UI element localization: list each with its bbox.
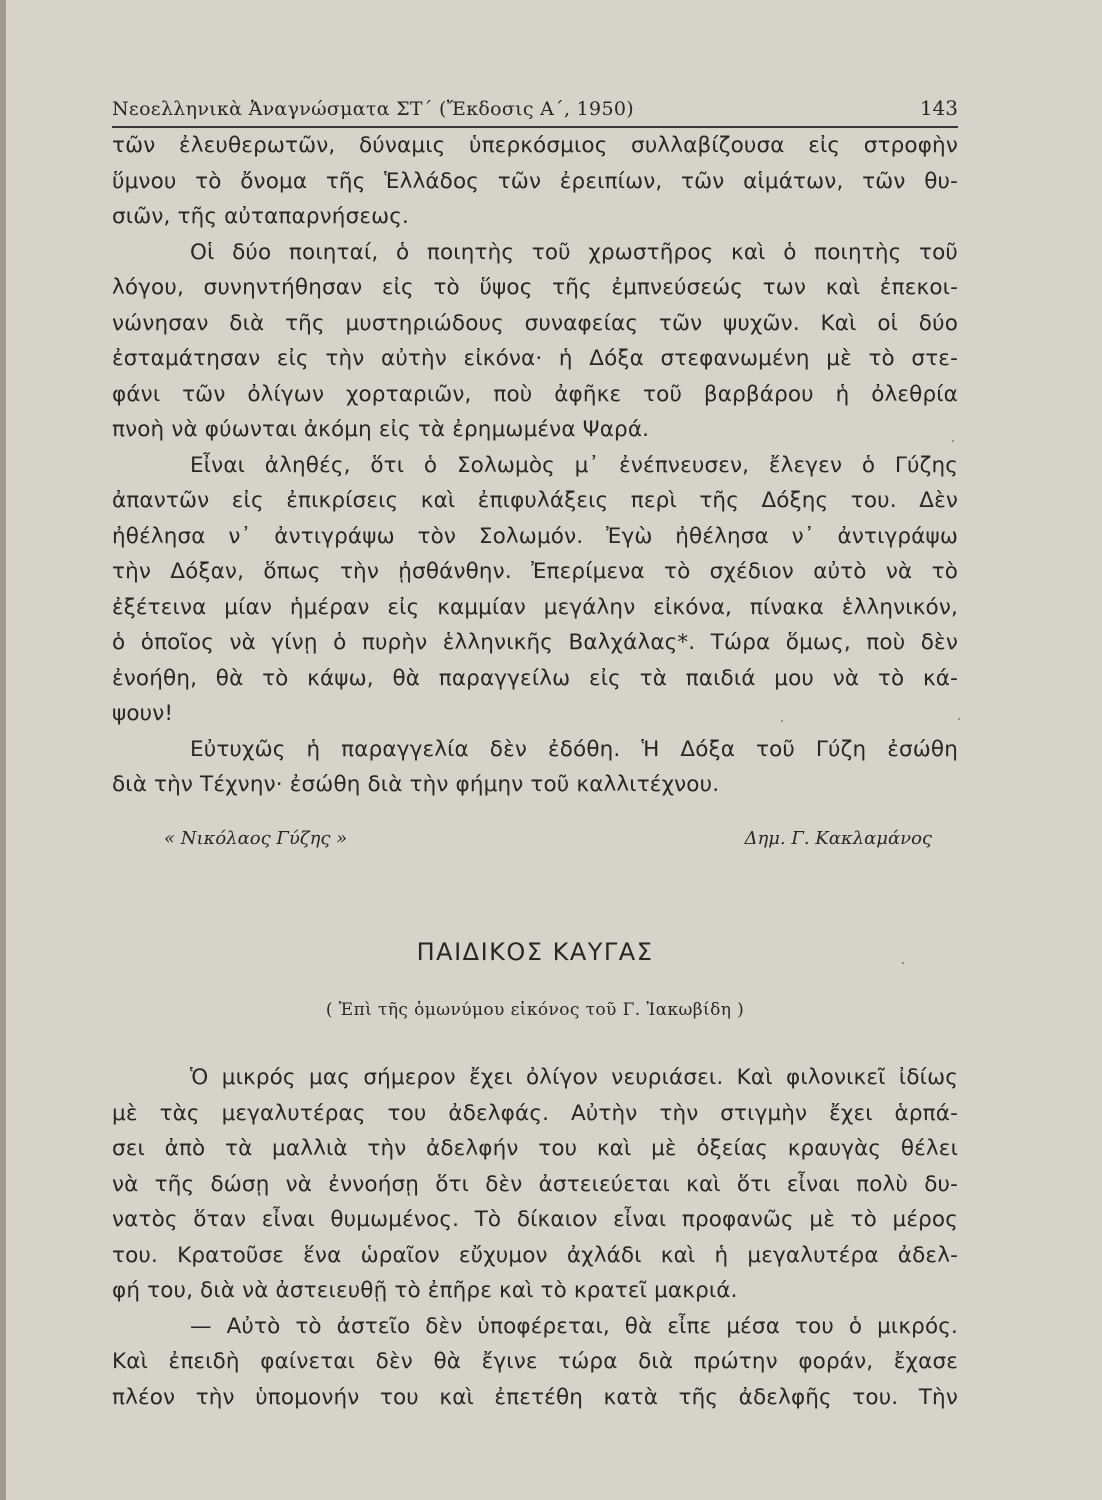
text-line: λόγου, συνηντήθησαν εἰς τὸ ὕψος τῆς ἐμπνεύσεώς των καὶ ἐπεκοι- [112, 275, 958, 300]
text-line: Καὶ ἐπειδὴ φαίνεται δὲν θὰ ἔγινε τώρα διὰ πρώτην φοράν, ἔχασε [112, 1349, 958, 1374]
text-line: ἐσταμάτησαν εἰς τὴν αὐτὴν εἰκόνα· ἡ Δόξα στεφανωμένη μὲ τὸ στε- [112, 346, 958, 371]
text-line: — Αὐτὸ τὸ ἀστεῖο δὲν ὑποφέρεται, θὰ εἶπε μέσα του ὁ μικρός. [190, 1313, 958, 1339]
running-header [112, 96, 958, 128]
text-line: πνοὴ νὰ φύωνται ἀκόμη εἰς τὰ ἐρημωμένα Ψαρά. [112, 417, 650, 442]
source-author: Δημ. Γ. Κακλαμάνος [744, 828, 932, 849]
text-line: Εὐτυχῶς ἡ παραγγελία δὲν ἐδόθη. Ἡ Δόξα τοῦ Γύζη ἐσώθη [190, 736, 958, 762]
running-header-title: Νεοελληνικὰ Ἀναγνώσματα ΣΤ΄ (Ἔκδοσις Α΄, 1950) [112, 98, 634, 120]
text-line: ψουν! [112, 701, 174, 726]
section-title: ΠΑΙΔΙΚΟΣ ΚΑΥΓΑΣ [416, 938, 654, 966]
text-line: ἐξέτεινα μίαν ἡμέραν εἰς καμμίαν μεγάλην εἰκόνα, πίνακα ἑλληνικόν, [112, 594, 958, 620]
text-line: τῶν ἐλευθερωτῶν, δύναμις ὑπερκόσμιος συλλαβίζουσα εἰς στροφὴν [112, 133, 958, 158]
text-line: νατὸς ὅταν εἶναι θυμωμένος. Τὸ δίκαιον εἶναι προφανῶς μὲ τὸ μέρος [112, 1207, 958, 1232]
text-line: ἀπαντῶν εἰς ἐπικρίσεις καὶ ἐπιφυλάξεις περὶ τῆς Δόξης του. Δὲν [112, 488, 958, 513]
attribution [112, 828, 932, 858]
text-line: Οἱ δύο ποιηταί, ὁ ποιητὴς τοῦ χρωστῆρος καὶ ὁ ποιητὴς τοῦ [190, 239, 958, 265]
text-line: φάνι τῶν ὀλίγων χορταριῶν, ποὺ ἀφῆκε τοῦ βαρβάρου ἡ ὀλεθρία [112, 381, 958, 407]
text-line: Ὁ μικρός μας σήμερον ἔχει ὀλίγον νευριάσει. Καὶ φιλονικεῖ ἰδίως [190, 1065, 958, 1090]
text-line: του. Κρατοῦσε ἕνα ὡραῖον εὔχυμον ἀχλάδι καὶ ἡ μεγαλυτέρα ἀδελ- [112, 1242, 958, 1268]
text-line: Εἶναι ἀληθές, ὅτι ὁ Σολωμὸς μ᾿ ἐνέπνευσεν, ἔλεγεν ὁ Γύζης [190, 452, 958, 478]
passage-gyzis [112, 128, 958, 803]
text-line: πλέον τὴν ὑπομονήν του καὶ ἐπετέθη κατὰ τῆς ἀδελφῆς του. Τὴν [112, 1384, 958, 1410]
text-line: ἠθέλησα ν᾿ ἀντιγράψω τὸν Σολωμόν. Ἐγὼ ἠθέλησα ν᾿ ἀντιγράψω [112, 523, 958, 549]
text-line: νώνησαν διὰ τῆς μυστηριώδους συναφείας τῶν ψυχῶν. Καὶ οἱ δύο [112, 310, 958, 336]
text-line: φή του, διὰ νὰ ἀστειευθῇ τὸ ἐπῆρε καὶ τὸ κρατεῖ μακριά. [112, 1278, 738, 1303]
text-line: ἐνοήθη, θὰ τὸ κάψω, θὰ παραγγείλω εἰς τὰ παιδιά μου νὰ τὸ κά- [112, 665, 958, 691]
text-line: σει ἀπὸ τὰ μαλλιὰ τὴν ἀδελφήν του καὶ μὲ ὀξείας κραυγὰς θέλει [112, 1136, 958, 1161]
text-line: ὕμνου τὸ ὄνομα τῆς Ἑλλάδος τῶν ἐρειπίων, τῶν αἱμάτων, τῶν θυ- [112, 168, 958, 194]
text-line: τὴν Δόξαν, ὅπως τὴν ᾐσθάνθην. Ἐπερίμενα τὸ σχέδιον αὐτὸ νὰ τὸ [112, 559, 958, 584]
text-line: σιῶν, τῆς αὐταπαρνήσεως. [112, 204, 410, 229]
text-line: ὁ ὁποῖος νὰ γίνῃ ὁ πυρὴν ἑλληνικῆς Βαλχάλας*. Τώρα ὅμως, ποὺ δὲν [112, 630, 958, 655]
paper-speck [958, 718, 960, 720]
text-line: μὲ τὰς μεγαλυτέρας του ἀδελφάς. Αὐτὴν τὴν στιγμὴν ἔχει ἁρπά- [112, 1100, 958, 1126]
text-line: νὰ τῆς δώσῃ νὰ ἐννοήσῃ ὅτι δὲν ἀστειεύεται καὶ ὅτι εἶναι πολὺ δυ- [112, 1171, 958, 1197]
passage-paidikos-kaygas [112, 1060, 958, 1415]
text-line: διὰ τὴν Τέχνην· ἐσώθη διὰ τὴν φήμην τοῦ καλλιτέχνου. [112, 772, 720, 797]
section-subtitle: ( Ἐπὶ τῆς ὁμωνύμου εἰκόνος τοῦ Γ. Ἰακωβίδη ) [325, 1000, 745, 1020]
page-number: 143 [919, 96, 958, 120]
source-work-title: « Νικόλαος Γύζης » [164, 828, 348, 849]
